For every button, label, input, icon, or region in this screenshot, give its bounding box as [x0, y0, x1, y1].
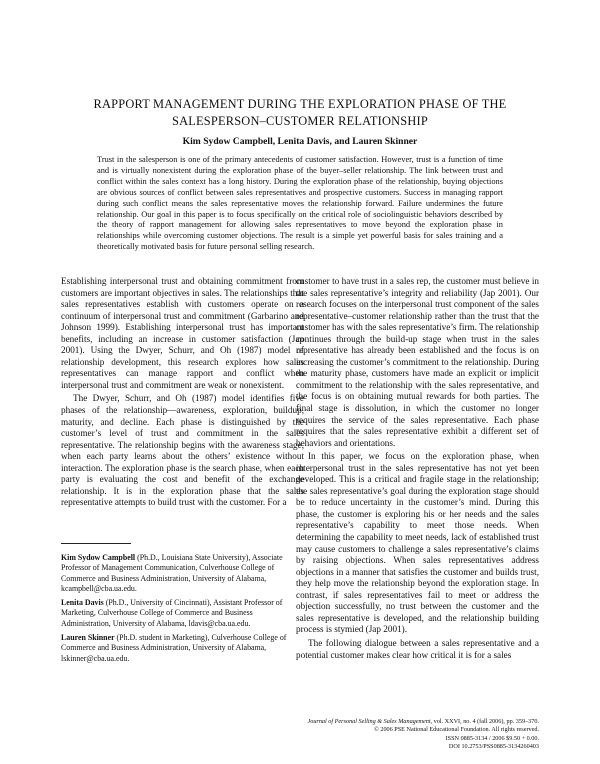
abstract: Trust in the salesperson is one of the primary antecedents of customer satisfaction. However, trust is a function of time and is virtually nonexistent during the exploration phase of the buyer–seller relationship. The link between trust and conflict within the sales context has a long history. During the exploration phase of the relationship, buying objections are obvious sources of conflict between sales representatives and prospective customers. Success in managing rapport during such conflict means the sales representative moves the relationship forward. Failure undermines the future relationship. Our goal in this paper is to focus specifically on the critical role of sociolinguistic behaviors described by the theory of rapport management for allowing sales representatives to move beyond the exploration phase in relationships while overcoming customer objections. The result is a simple yet powerful basis for sales training and a theoretically motivated basis for future personal selling research. [97, 155, 503, 252]
journal-name: Journal of Personal Selling & Sales Management [307, 718, 431, 725]
paragraph: Establishing interpersonal trust and obtaining commitment from customers are important objectives in sales. The relationships that sales representatives establish with customers operate on a continuum of interpersonal trust and commitment (Garbarino and Johnson 1999). Establishing interpersonal trust has important benefits, including an increase in customer satisfaction (Jap 2001). Using the Dwyer, Schurr, and Oh (1987) model of relationship development, this research explores how sales representatives can manage rapport and conflict when interpersonal trust and commitment are weak or nonexistent. [61, 276, 304, 390]
author-bio-text: (Ph.D., Louisiana State University), Associate Professor of Management Communication, Culverhouse College of Commerce and Business Administration, University of Alabama, kcampbell@cba.ua.edu. [61, 553, 283, 593]
publication-footer [239, 718, 539, 751]
paragraph: The Dwyer, Schurr, and Oh (1987) model identifies five phases of the relationship—awareness, exploration, buildup, maturity, and decline. Each phase is distinguished by the customer’s level of trust and commitment in the sales representative. The relationship begins with the awareness stage, when each party learns about the others’ existence without interaction. The exploration phase is the search phase, when each party is evaluating the cost and benefit of the exchange relationship. It is in the exploration phase that the sales representative attempts to build trust with the customer. For a [61, 393, 304, 508]
author-bio [61, 598, 304, 629]
author-bio [61, 553, 304, 594]
doi-line: DOI 10.2753/PSS0885-3134260403 [448, 742, 539, 750]
footnote-divider [61, 543, 131, 544]
author-bio-text: (Ph.D. student in Marketing), Culverhouse College of Commerce and Business Administration, University of Alabama, lskinner@cba.ua.edu. [61, 633, 287, 663]
paper-title: RAPPORT MANAGEMENT DURING THE EXPLORATION PHASE OF THE SALESPERSON–CUSTOMER RELATIONSHIP [93, 97, 507, 128]
author-bio-name: Lauren Skinner [61, 633, 115, 643]
author-bio-name: Lenita Davis [61, 598, 104, 608]
journal-volume: , vol. XXVI, no. 4 (fall 2006), pp. 359–370. [430, 718, 539, 725]
author-bio [61, 633, 304, 664]
author-bios [61, 553, 304, 668]
right-column [296, 276, 539, 661]
author-list: Kim Sydow Campbell, Lenita Davis, and Lauren Skinner [182, 136, 418, 147]
issn-line: ISSN 0885-3134 / 2006 $9.50 + 0.00. [445, 734, 539, 742]
paragraph: The following dialogue between a sales representative and a potential customer makes clear how critical it is for a sales [296, 637, 539, 660]
copyright-line: © 2006 PSE National Educational Foundation. All rights reserved. [374, 726, 539, 734]
paragraph: In this paper, we focus on the exploration phase, when interpersonal trust in the sales representative has not yet been developed. This is a critical and fragile stage in the relationship; the sales representative’s goal during the exploration stage should be to reduce uncertainty in the customer’s mind. During this phase, the customer is exploring his or her needs and the sales representative’s capability to meet those needs. When determining the capability to meet needs, lack of established trust may cause customers to challenge a sales representative’s claims by raising objections. When sales representatives address objections in a manner that satisfies the customer and builds trust, they help move the relationship beyond the exploration stage. In contrast, if sales representatives fail to meet or address the objection successfully, no trust between the customer and the sales representative is developed, and the relationship building process is stymied (Jap 2001). [296, 451, 539, 635]
left-column [61, 276, 304, 509]
paragraph: customer to have trust in a sales rep, the customer must believe in the sales representative’s integrity and reliability (Jap 2001). Our research focuses on the interpersonal trust component of the sales representative–customer relationship rather than the trust that the customer has with the sales representative’s firm. The relationship continues through the build-up stage when trust in the sales representative has already been established and the focus is on increasing the customer’s commitment to the relationship. During the maturity phase, customers have made an explicit or implicit commitment to the relationship with the sales representative, and the focus is on obtaining mutual rewards for both parties. The final stage is dissolution, in which the customer no longer requires the service of the sales representative. Each phase requires that the sales representative exhibit a different set of behaviors and orientations. [296, 276, 539, 448]
journal-citation [239, 718, 539, 726]
author-bio-text: (Ph.D., University of Cincinnati), Assistant Professor of Marketing, Culverhouse College of Commerce and Business Administration, University of Alabama, ldavis@cba.ua.edu. [61, 598, 283, 628]
author-bio-name: Kim Sydow Campbell [61, 553, 136, 562]
